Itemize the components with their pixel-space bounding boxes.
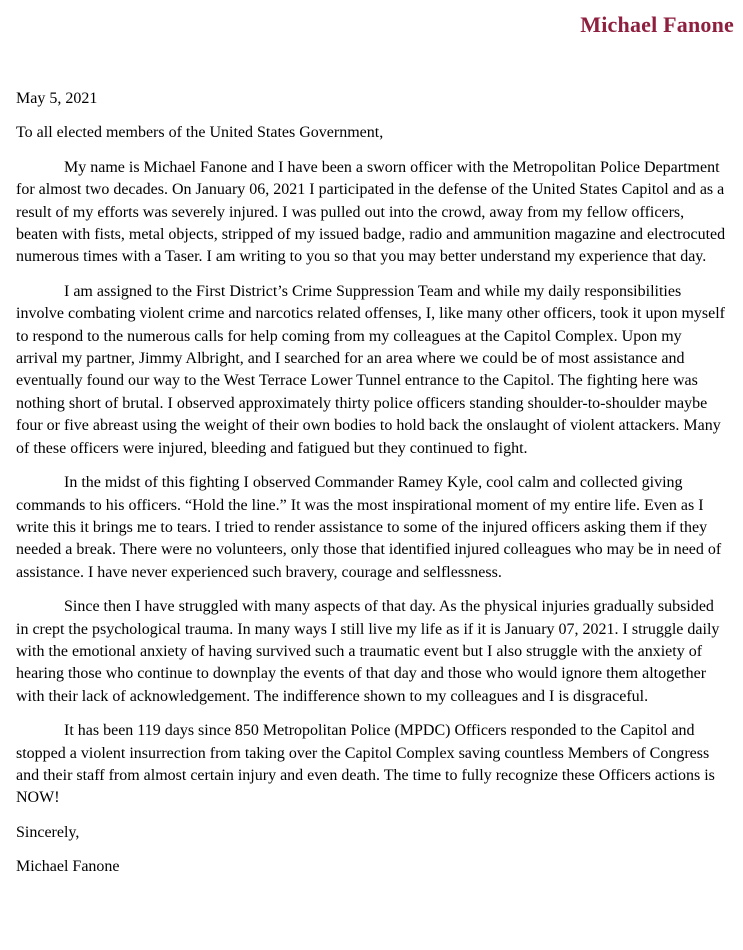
letter-body	[0, 88, 743, 879]
letter-date: May 5, 2021	[16, 90, 98, 107]
letterhead-name: Michael Fanone	[580, 12, 734, 37]
letter-signature: Michael Fanone	[16, 858, 120, 876]
letter-paragraph-1: My name is Michael Fanone and I have been a sworn officer with the Metropolitan Police Department for almost two decades. On January 06, 2021 I participated in the defense of the United States Capitol and as a result of my efforts was severely injured. I was pulled out into the crowd, away from my fellow officers, beaten with fists, metal objects, stripped of my issued badge, radio and ammunition magazine and electrocuted numerous times with a Taser. I am writing to you so that you may better understand my experience that day.	[16, 158, 726, 266]
letter-paragraph-3: In the midst of this fighting I observed Commander Ramey Kyle, cool calm and collected giving commands to his officers. “Hold the line.” It was the most inspirational moment of my entire life. Even as I write this it brings me to tears. I tried to render assistance to some of the injured officers asking them if they needed a break. There were no volunteers, only those that identified injured colleagues who may be in need of assistance. I have never experienced such bravery, courage and selflessness.	[16, 474, 722, 581]
letter-paragraph-2: I am assigned to the First District’s Crime Suppression Team and while my daily responsibilities involve combating violent crime and narcotics related offenses, I, like many other officers, took it upon myself to respond to the numerous calls for help coming from my colleagues at the Capitol Complex. Upon my arrival my partner, Jimmy Albright, and I searched for an area where we could be of most assistance and eventually found our way to the West Terrace Lower Tunnel entrance to the Capitol. The fighting here was nothing short of brutal. I observed approximately thirty police officers standing shoulder-to-shoulder maybe four or five abreast using the weight of their own bodies to hold back the onslaught of violent attackers. Many of these officers were injured, bleeding and fatigued but they continued to fight.	[16, 282, 725, 457]
letter-paragraph-4: Since then I have struggled with many aspects of that day. As the physical injuries gradually subsided in crept the psychological trauma. In many ways I still live my life as if it is January 07, 2021. I struggle daily with the emotional anxiety of having survived such a traumatic event but I also struggle with the anxiety of hearing those who continue to downplay the events of that day and those who would ignore them altogether with their lack of acknowledgement. The indifference shown to my colleagues and I is disgraceful.	[16, 598, 720, 705]
letter-closing: Sincerely,	[16, 823, 80, 841]
letter-paragraph-5: It has been 119 days since 850 Metropolitan Police (MPDC) Officers responded to the Capitol and stopped a violent insurrection from taking over the Capitol Complex saving countless Members of Congress and their staff from almost certain injury and even death. The time to fully recognize these Officers actions is NOW!	[16, 722, 715, 807]
letter-salutation: To all elected members of the United States Government,	[16, 124, 384, 142]
